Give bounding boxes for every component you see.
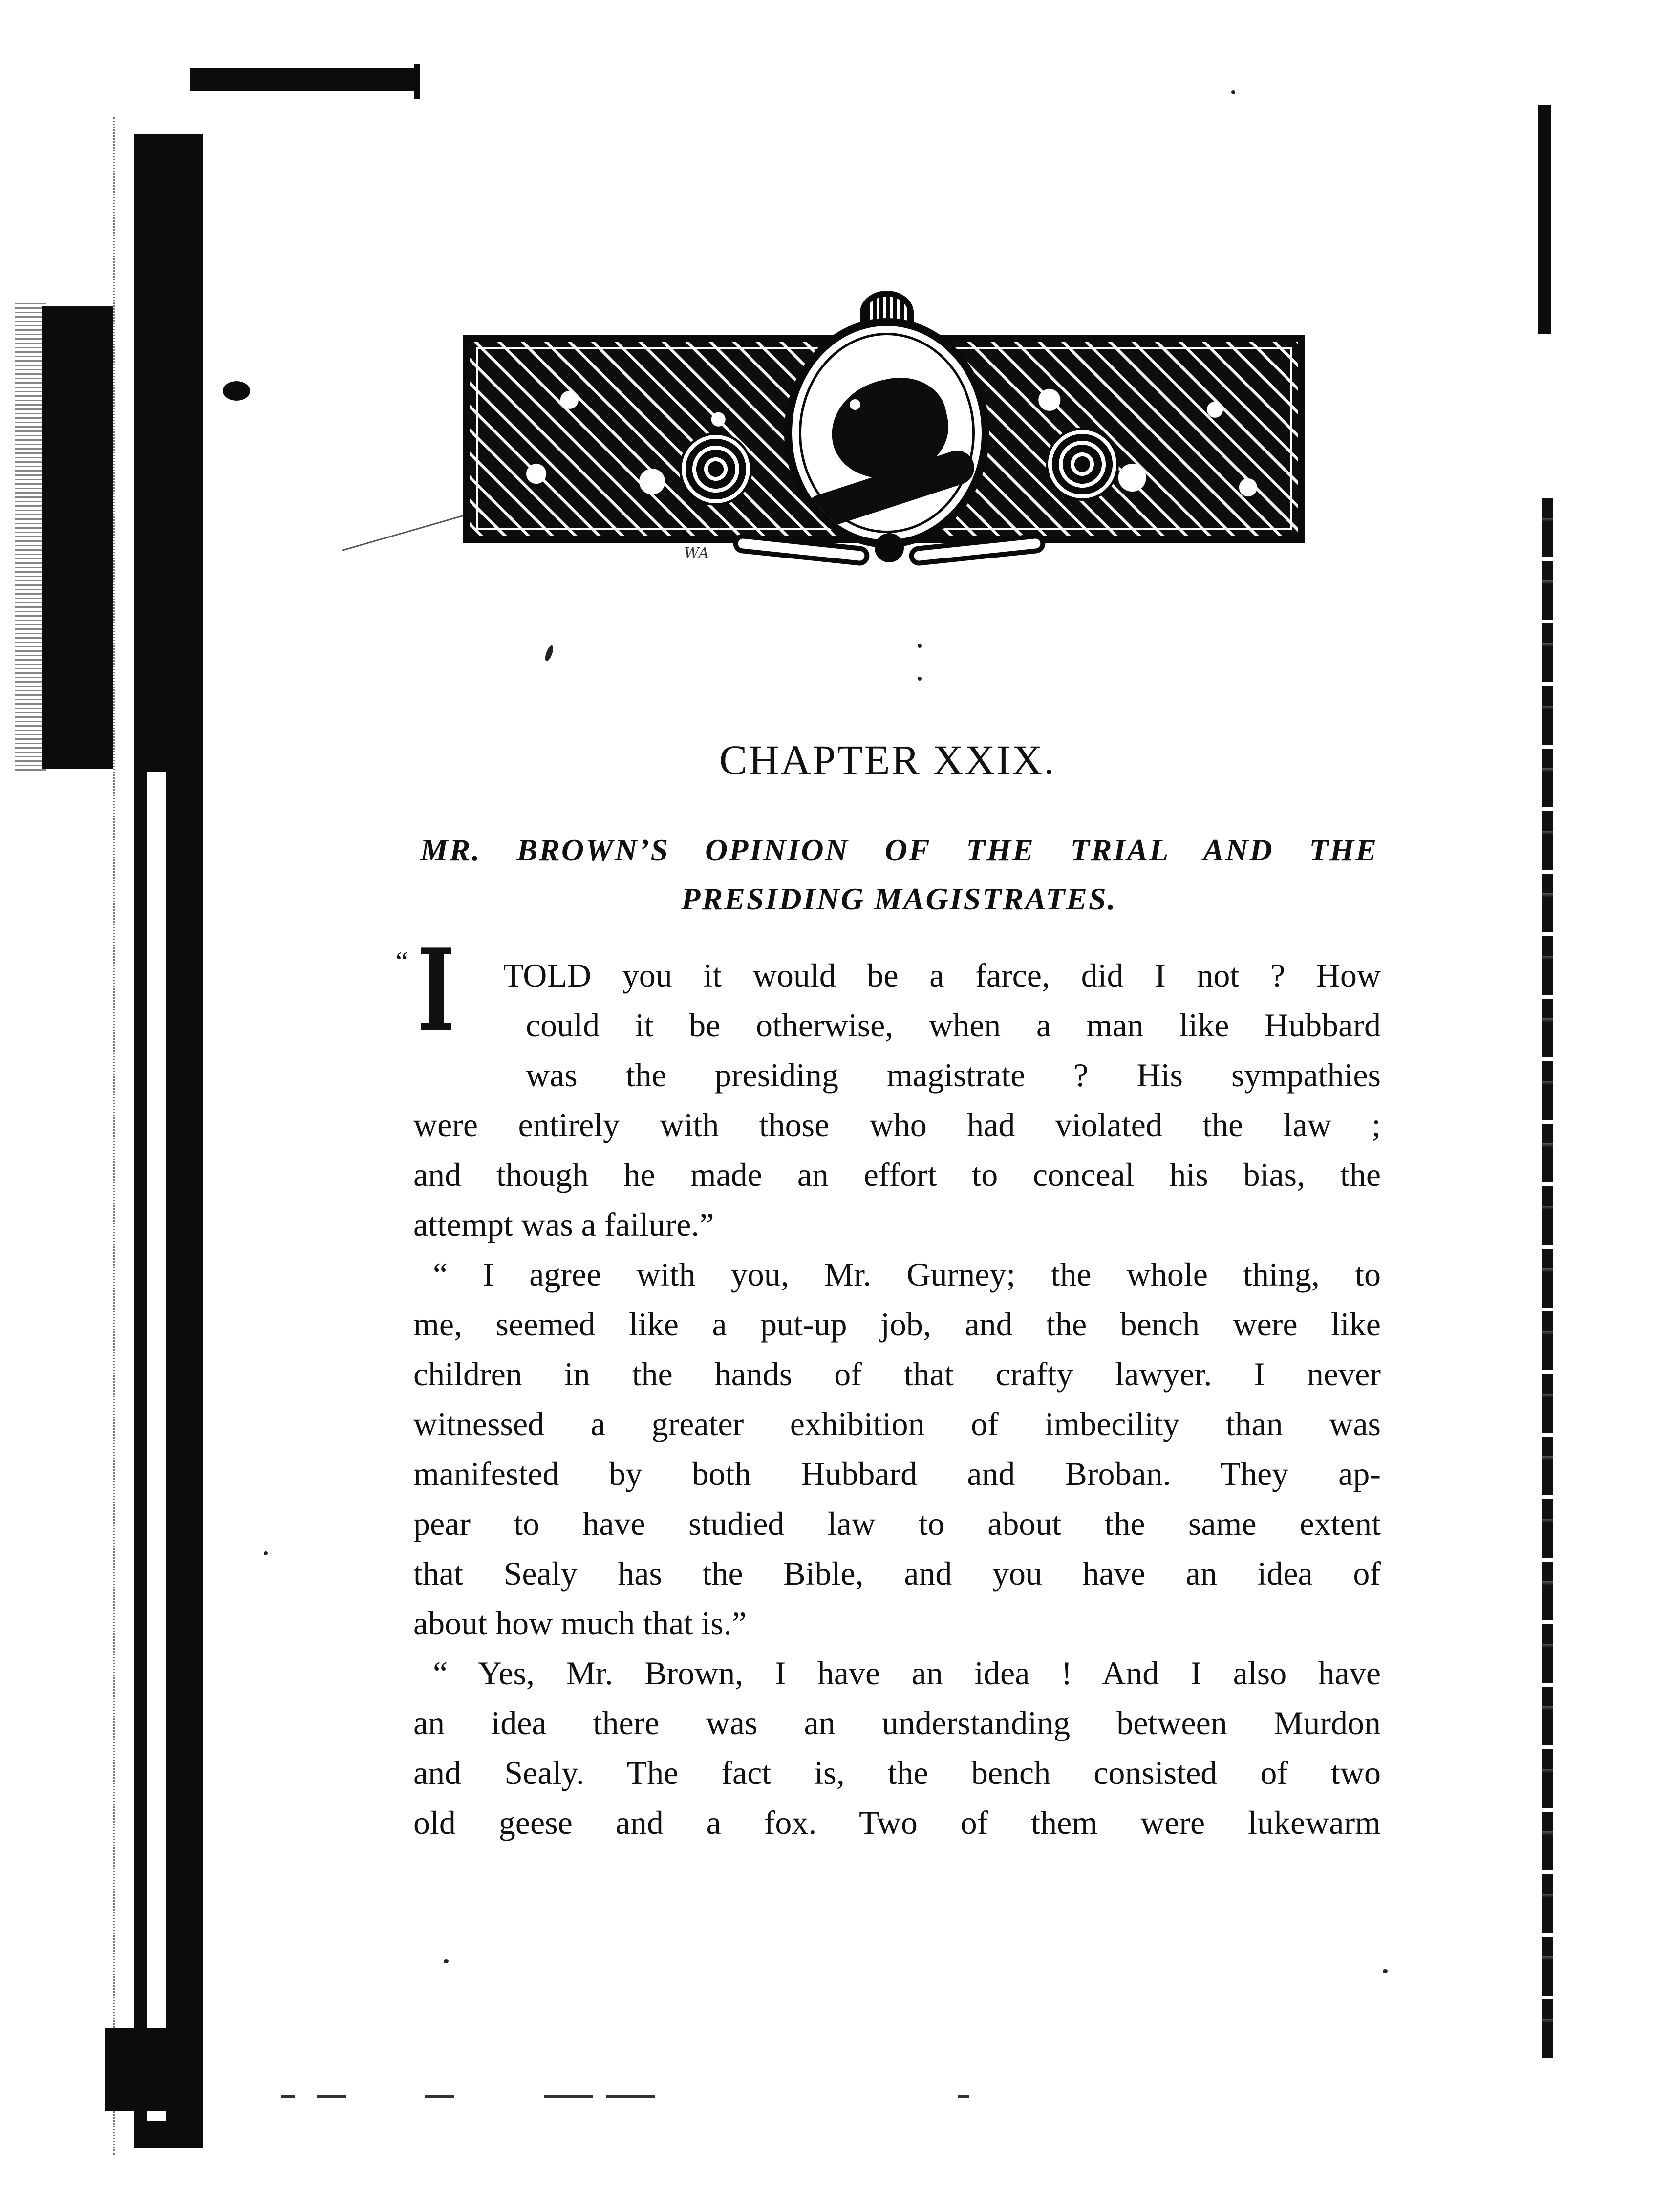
scan-artifact-noise (15, 303, 46, 772)
ink-speck (1231, 90, 1235, 94)
ink-speck (544, 644, 555, 662)
text-line: attempt was a failure.” (413, 1206, 714, 1243)
text-line: about how much that is.” (413, 1605, 747, 1642)
engraver-signature: WA (684, 545, 709, 562)
ink-speck (918, 644, 922, 648)
scan-artifact-dash (544, 2095, 593, 2098)
drop-cap-letter: I (417, 924, 455, 1056)
text-line: were entirely with those who had violated the law ; (413, 1106, 1381, 1143)
scan-artifact-dash (425, 2095, 454, 2098)
text-line: me, seemed like a put-up job, and the bench were like (413, 1306, 1381, 1343)
chapter-subtitle-line: PRESIDING MAGISTRATES. (681, 881, 1117, 916)
scan-artifact-bottom (105, 2028, 202, 2111)
drop-cap-quote: “ (396, 946, 408, 977)
text-line: witnessed a greater exhibition of imbecility than was (413, 1405, 1381, 1442)
ribbon-knot (875, 533, 904, 562)
ribbon-left (732, 533, 871, 566)
text-line: that Sealy has the Bible, and you have an idea of (413, 1555, 1381, 1592)
scan-artifact-top-tick (414, 64, 420, 99)
text-line: old geese and a fox. Two of them were lukewarm (413, 1804, 1381, 1841)
rose-icon (1046, 428, 1119, 501)
scan-artifact-dash (317, 2095, 346, 2098)
text-line: children in the hands of that crafty lawyer. I never (413, 1355, 1381, 1393)
chapter-subtitle-line: MR. BROWN’S OPINION OF THE TRIAL AND THE (420, 833, 1378, 867)
ink-speck (264, 1551, 268, 1555)
text-line: was the presiding magistrate ? His sympathies (526, 1056, 1381, 1094)
text-line: could it be otherwise, when a man like Hubbard (526, 1007, 1381, 1044)
text-line: pear to have studied law to about the same extent (413, 1505, 1381, 1542)
scan-artifact-dash (606, 2095, 655, 2098)
scan-artifact-dash (281, 2095, 295, 2098)
scan-artifact-dash (958, 2095, 969, 2098)
scan-artifact-gap (147, 772, 166, 2121)
bird-eye (850, 399, 860, 410)
text-line: “ I agree with you, Mr. Gurney; the whole thing, to (433, 1256, 1381, 1293)
chapter-title: CHAPTER XXIX. (719, 736, 1056, 783)
scan-artifact-page-edge (113, 117, 134, 2155)
scan-artifact-spine-lower (166, 772, 203, 2130)
ribbon-icon (733, 530, 1046, 569)
scan-artifact-right-edge-lower (1542, 498, 1553, 2062)
stray-pencil-line (342, 511, 479, 551)
scan-artifact-top-bar (190, 68, 419, 91)
ink-blot (223, 381, 250, 401)
ribbon-right (908, 533, 1047, 566)
text-line: an idea there was an understanding between Murdon (413, 1704, 1381, 1741)
rose-icon (679, 432, 752, 506)
text-line: TOLD you it would be a farce, did I not ? How (503, 957, 1381, 994)
chapter-subtitle (420, 826, 1378, 923)
ink-speck (918, 677, 922, 681)
text-line: and Sealy. The fact is, the bench consisted of two (413, 1754, 1381, 1791)
ink-speck (1383, 1969, 1388, 1973)
bird-medallion-icon (784, 318, 989, 548)
text-line: manifested by both Hubbard and Broban. They ap- (413, 1455, 1381, 1492)
chapter-head-ornament (459, 291, 1314, 584)
text-line: and though he made an effort to conceal his bias, the (413, 1156, 1381, 1193)
scan-artifact-right-edge (1538, 105, 1551, 334)
text-line: “ Yes, Mr. Brown, I have an idea ! And I also have (433, 1654, 1381, 1692)
ink-speck (444, 1959, 449, 1963)
body-text (413, 950, 1381, 1847)
